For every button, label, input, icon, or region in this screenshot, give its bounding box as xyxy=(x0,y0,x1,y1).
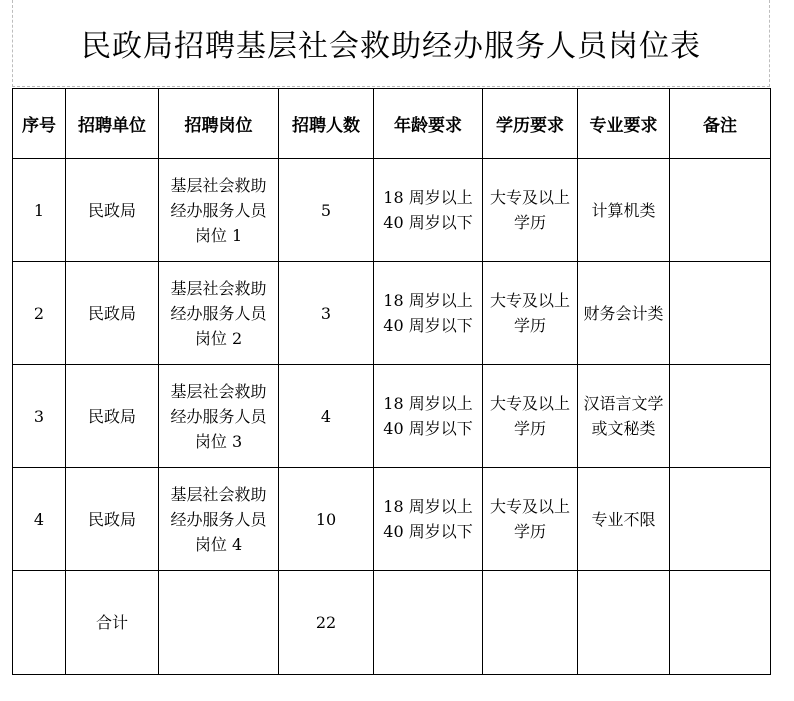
age-line: 18 周岁以上 xyxy=(383,497,473,516)
cell-age xyxy=(374,365,483,468)
post-line: 基层社会救助 xyxy=(170,278,267,298)
cell-no: 3 xyxy=(13,365,66,468)
major-line: 计算机类 xyxy=(591,200,656,220)
cell-education xyxy=(483,365,578,468)
cell-note xyxy=(670,571,771,675)
edu-line: 大专及以上 xyxy=(489,497,570,516)
major-line: 财务会计类 xyxy=(583,303,664,323)
post-line: 岗位 3 xyxy=(194,431,243,451)
cell-post xyxy=(159,468,279,571)
cell-count: 3 xyxy=(279,262,374,365)
table-row xyxy=(13,365,771,468)
table-row xyxy=(13,159,771,262)
cell-post xyxy=(159,365,279,468)
cell-post xyxy=(159,571,279,675)
total-row xyxy=(13,571,771,675)
recruitment-table xyxy=(12,88,771,675)
age-line: 40 周岁以下 xyxy=(383,213,473,232)
cell-major xyxy=(578,468,670,571)
cell-count: 4 xyxy=(279,365,374,468)
header-count: 招聘人数 xyxy=(279,89,374,159)
cell-unit: 民政局 xyxy=(66,262,159,365)
cell-count: 5 xyxy=(279,159,374,262)
header-age: 年龄要求 xyxy=(374,89,483,159)
cell-post xyxy=(159,262,279,365)
page-title: 民政局招聘基层社会救助经办服务人员岗位表 xyxy=(81,29,701,64)
cell-major xyxy=(578,159,670,262)
header-education: 学历要求 xyxy=(483,89,578,159)
age-line: 18 周岁以上 xyxy=(383,394,473,413)
edu-line: 学历 xyxy=(513,522,546,541)
header-note: 备注 xyxy=(670,89,771,159)
cell-major xyxy=(578,571,670,675)
major-line: 或文秘类 xyxy=(591,419,656,438)
post-line: 经办服务人员 xyxy=(170,509,267,529)
cell-education xyxy=(483,571,578,675)
edu-line: 大专及以上 xyxy=(489,291,570,310)
cell-note xyxy=(670,159,771,262)
cell-education xyxy=(483,262,578,365)
header-no: 序号 xyxy=(13,89,66,159)
post-line: 岗位 1 xyxy=(194,225,243,245)
age-line: 18 周岁以上 xyxy=(383,188,473,207)
total-count: 22 xyxy=(279,571,374,675)
header-major: 专业要求 xyxy=(578,89,670,159)
age-line: 40 周岁以下 xyxy=(383,316,473,335)
post-line: 经办服务人员 xyxy=(170,406,267,426)
edu-line: 大专及以上 xyxy=(489,394,570,413)
cell-no: 4 xyxy=(13,468,66,571)
post-line: 基层社会救助 xyxy=(170,484,267,504)
age-line: 40 周岁以下 xyxy=(383,522,473,541)
major-line: 汉语言文学 xyxy=(583,394,664,413)
cell-no: 1 xyxy=(13,159,66,262)
cell-unit: 民政局 xyxy=(66,468,159,571)
post-line: 岗位 4 xyxy=(194,534,243,554)
cell-note xyxy=(670,262,771,365)
cell-major xyxy=(578,365,670,468)
cell-education xyxy=(483,468,578,571)
post-line: 岗位 2 xyxy=(194,328,243,348)
cell-no xyxy=(13,571,66,675)
edu-line: 大专及以上 xyxy=(489,188,570,207)
cell-unit: 民政局 xyxy=(66,159,159,262)
header-unit: 招聘单位 xyxy=(66,89,159,159)
post-line: 基层社会救助 xyxy=(170,175,267,195)
cell-major xyxy=(578,262,670,365)
cell-age xyxy=(374,262,483,365)
header-row xyxy=(13,89,771,159)
age-line: 18 周岁以上 xyxy=(383,291,473,310)
title-box xyxy=(12,0,770,87)
cell-age xyxy=(374,468,483,571)
cell-age xyxy=(374,571,483,675)
header-post: 招聘岗位 xyxy=(159,89,279,159)
cell-no: 2 xyxy=(13,262,66,365)
cell-education xyxy=(483,159,578,262)
table-row xyxy=(13,468,771,571)
edu-line: 学历 xyxy=(513,213,546,232)
post-line: 经办服务人员 xyxy=(170,200,267,220)
cell-count: 10 xyxy=(279,468,374,571)
post-line: 经办服务人员 xyxy=(170,303,267,323)
post-line: 基层社会救助 xyxy=(170,381,267,401)
major-line: 专业不限 xyxy=(591,509,656,529)
table-row xyxy=(13,262,771,365)
edu-line: 学历 xyxy=(513,316,546,335)
cell-post xyxy=(159,159,279,262)
edu-line: 学历 xyxy=(513,419,546,438)
cell-age xyxy=(374,159,483,262)
age-line: 40 周岁以下 xyxy=(383,419,473,438)
total-label: 合计 xyxy=(66,571,159,675)
cell-note xyxy=(670,468,771,571)
cell-unit: 民政局 xyxy=(66,365,159,468)
cell-note xyxy=(670,365,771,468)
